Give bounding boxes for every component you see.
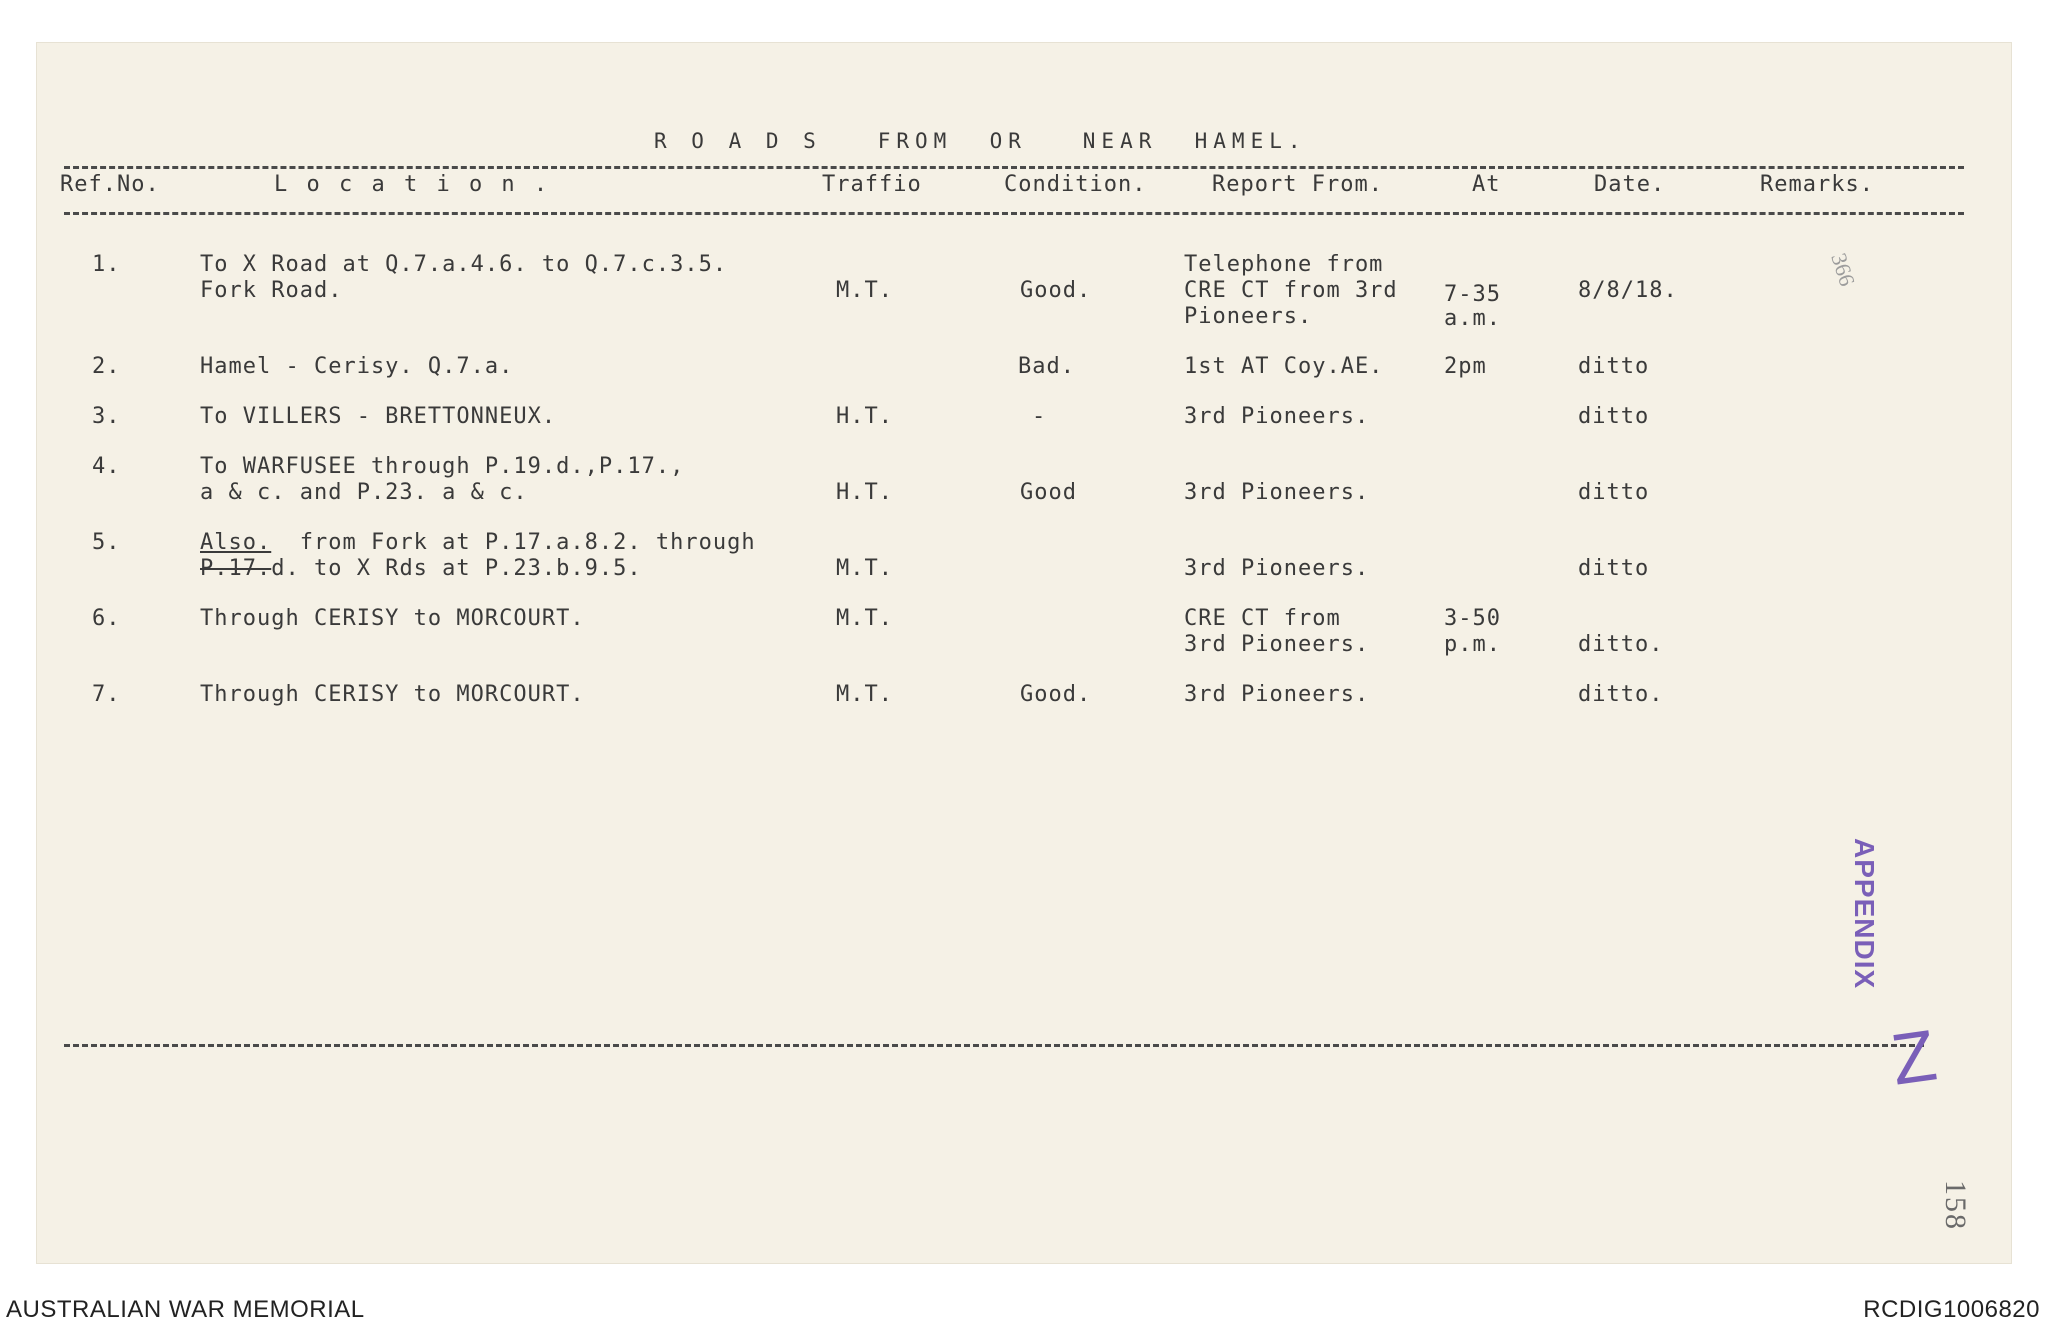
row-3-condition: -	[1032, 404, 1047, 429]
row-6-at-line1: 3-50	[1444, 606, 1501, 631]
row-5-location-also: Also.	[200, 530, 272, 555]
row-6-report-line2: 3rd Pioneers.	[1184, 632, 1370, 657]
row-2-ref: 2.	[92, 354, 121, 379]
row-4-location-line2: a & c. and P.23. a & c.	[200, 480, 528, 505]
row-5-location-struck: P.17.	[200, 556, 272, 581]
row-2-condition: Bad.	[1018, 354, 1075, 379]
row-6-ref: 6.	[92, 606, 121, 631]
row-1-location-line2: Fork Road.	[200, 278, 343, 303]
document-page	[36, 42, 2012, 1264]
header-date: Date.	[1594, 172, 1666, 197]
row-5-location-line1	[200, 530, 756, 556]
row-4-traffic: H.T.	[836, 480, 893, 505]
row-1-ref: 1.	[92, 252, 121, 277]
row-1-report-line1: Telephone from	[1184, 252, 1384, 277]
row-7-condition: Good.	[1020, 682, 1092, 707]
row-4-report: 3rd Pioneers.	[1184, 480, 1370, 505]
header-report-from: Report From.	[1212, 172, 1383, 197]
document-title: R O A D S FROM OR NEAR HAMEL.	[654, 129, 1307, 153]
row-1-at-line2: a.m.	[1444, 306, 1501, 331]
row-2-location: Hamel - Cerisy. Q.7.a.	[200, 354, 514, 379]
row-6-traffic: M.T.	[836, 606, 893, 631]
divider-top	[64, 166, 1964, 169]
divider-header	[64, 212, 1964, 215]
row-7-location: Through CERISY to MORCOURT.	[200, 682, 585, 707]
row-5-location-line1-rest: from Fork at P.17.a.8.2. through	[271, 530, 756, 555]
row-3-report: 3rd Pioneers.	[1184, 404, 1370, 429]
row-4-ref: 4.	[92, 454, 121, 479]
row-2-at: 2pm	[1444, 354, 1487, 379]
folio-number: 366	[1826, 250, 1861, 290]
header-remarks: Remarks.	[1760, 172, 1874, 197]
header-at: At	[1472, 172, 1501, 197]
row-5-location-line2-rest: d. to X Rds at P.23.b.9.5.	[271, 556, 642, 581]
row-7-ref: 7.	[92, 682, 121, 707]
row-7-date: ditto.	[1578, 682, 1664, 707]
row-3-traffic: H.T.	[836, 404, 893, 429]
appendix-stamp: APPENDIX	[1849, 838, 1880, 990]
row-1-date: 8/8/18.	[1578, 278, 1678, 303]
row-5-ref: 5.	[92, 530, 121, 555]
row-6-location: Through CERISY to MORCOURT.	[200, 606, 585, 631]
row-5-location-line2	[200, 556, 642, 582]
row-4-date: ditto	[1578, 480, 1650, 505]
row-6-report-line1: CRE CT from	[1184, 606, 1341, 631]
row-2-date: ditto	[1578, 354, 1650, 379]
header-ref: Ref.No.	[60, 172, 160, 197]
header-location: L o c a t i o n .	[274, 172, 551, 197]
row-4-condition: Good	[1020, 480, 1077, 505]
row-1-traffic: M.T.	[836, 278, 893, 303]
footer-record-id: RCDIG1006820	[1863, 1296, 2040, 1323]
row-5-report: 3rd Pioneers.	[1184, 556, 1370, 581]
row-3-location: To VILLERS - BRETTONNEUX.	[200, 404, 557, 429]
row-2-report: 1st AT Coy.AE.	[1184, 354, 1384, 379]
page-number: 158	[1939, 1180, 1972, 1231]
row-6-date: ditto.	[1578, 632, 1664, 657]
appendix-letter: Z	[1886, 1015, 1942, 1101]
row-4-location-line1: To WARFUSEE through P.19.d.,P.17.,	[200, 454, 685, 479]
row-7-report: 3rd Pioneers.	[1184, 682, 1370, 707]
row-1-report-line2: CRE CT from 3rd	[1184, 278, 1398, 303]
row-3-ref: 3.	[92, 404, 121, 429]
footer-source: AUSTRALIAN WAR MEMORIAL	[6, 1296, 365, 1323]
row-5-traffic: M.T.	[836, 556, 893, 581]
divider-bottom	[64, 1044, 1924, 1047]
row-1-location-line1: To X Road at Q.7.a.4.6. to Q.7.c.3.5.	[200, 252, 728, 277]
row-1-condition: Good.	[1020, 278, 1092, 303]
row-7-traffic: M.T.	[836, 682, 893, 707]
row-1-report-line3: Pioneers.	[1184, 304, 1313, 329]
header-traffic: Traffio	[822, 172, 922, 197]
row-5-date: ditto	[1578, 556, 1650, 581]
row-6-at-line2: p.m.	[1444, 632, 1501, 657]
row-3-date: ditto	[1578, 404, 1650, 429]
header-condition: Condition.	[1004, 172, 1147, 197]
row-1-at-line1: 7-35	[1444, 282, 1501, 307]
